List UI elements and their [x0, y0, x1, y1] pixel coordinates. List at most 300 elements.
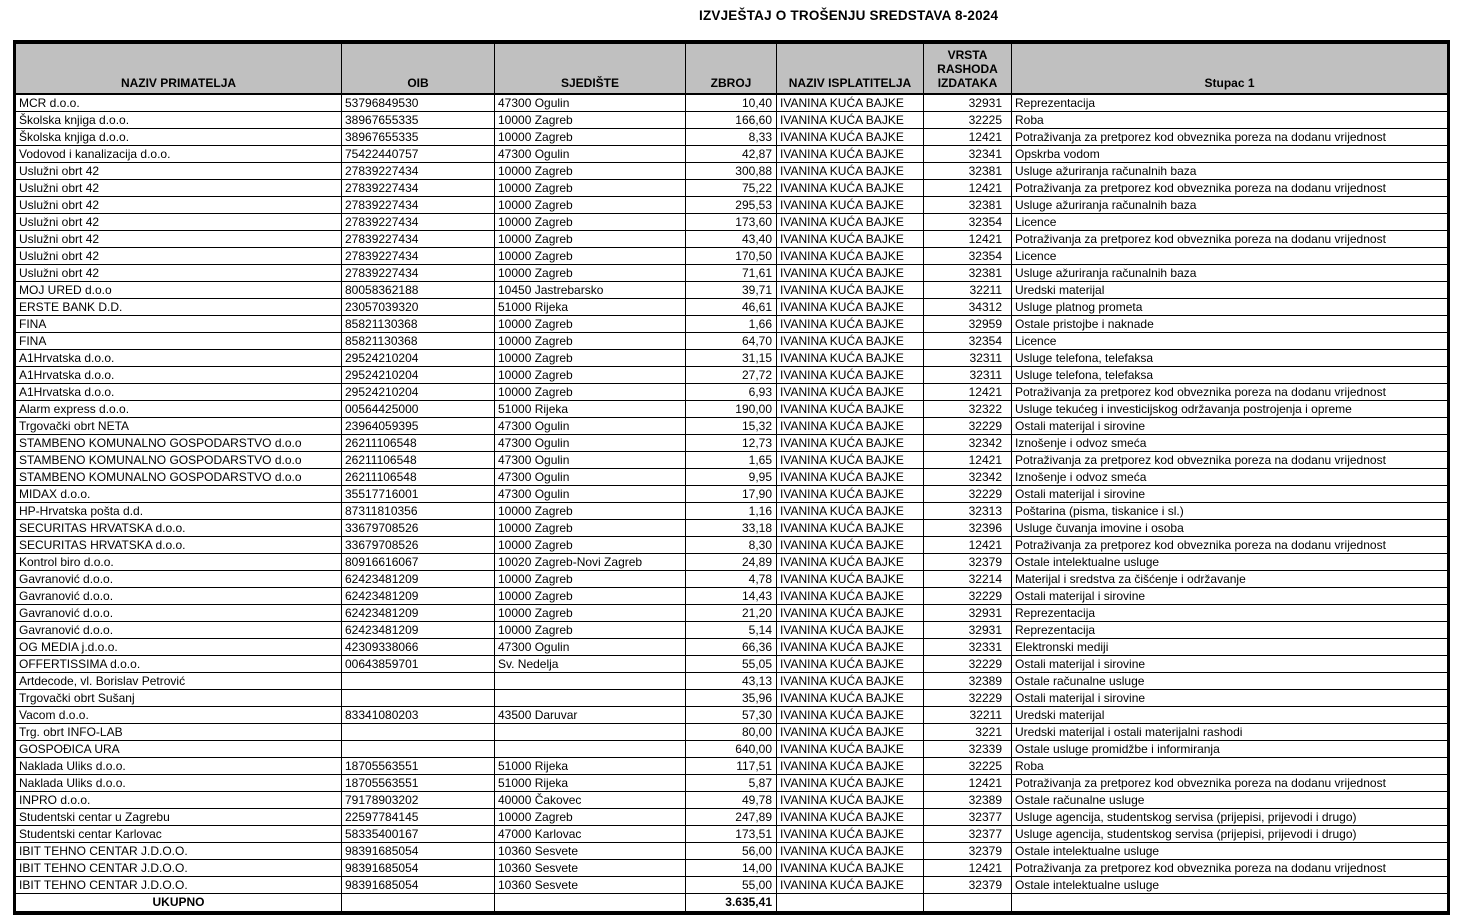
cell-oib: 29524210204	[342, 384, 495, 401]
cell-stupac-1: Usluge telefona, telefaksa	[1012, 350, 1449, 367]
cell-sjediste: 47300 Ogulin	[495, 146, 686, 163]
table-row	[15, 163, 1449, 180]
table-row	[15, 520, 1449, 537]
cell-sjediste: 10000 Zagreb	[495, 316, 686, 333]
cell-oib: 22597784145	[342, 809, 495, 826]
cell-vrsta-rashoda: 12421	[924, 775, 1012, 792]
cell-zbroj: 49,78	[686, 792, 777, 809]
cell-oib: 62423481209	[342, 622, 495, 639]
cell-naziv-primatelja: Kontrol biro d.o.o.	[15, 554, 342, 571]
cell-naziv-isplatitelja: IVANINA KUĆA BAJKE	[777, 197, 924, 214]
cell-naziv-isplatitelja: IVANINA KUĆA BAJKE	[777, 843, 924, 860]
cell-naziv-primatelja: Trgovački obrt NETA	[15, 418, 342, 435]
cell-sjediste: 47300 Ogulin	[495, 435, 686, 452]
cell-vrsta-rashoda: 32211	[924, 282, 1012, 299]
cell-zbroj: 42,87	[686, 146, 777, 163]
cell-naziv-primatelja: Naklada Uliks d.o.o.	[15, 758, 342, 775]
cell-oib: 26211106548	[342, 435, 495, 452]
cell-zbroj: 66,36	[686, 639, 777, 656]
cell-oib: 33679708526	[342, 520, 495, 537]
cell-vrsta-rashoda: 32229	[924, 486, 1012, 503]
cell-vrsta-rashoda: 32354	[924, 333, 1012, 350]
cell-stupac-1: Potraživanja za pretporez kod obveznika poreza na dodanu vrijednost	[1012, 180, 1449, 197]
cell-sjediste: 10450 Jastrebarsko	[495, 282, 686, 299]
cell-naziv-primatelja: Naklada Uliks d.o.o.	[15, 775, 342, 792]
cell-naziv-isplatitelja: IVANINA KUĆA BAJKE	[777, 486, 924, 503]
cell-vrsta-rashoda: 34312	[924, 299, 1012, 316]
cell-zbroj: 31,15	[686, 350, 777, 367]
cell-zbroj: 8,30	[686, 537, 777, 554]
cell-naziv-isplatitelja: IVANINA KUĆA BAJKE	[777, 622, 924, 639]
cell-sjediste: 51000 Rijeka	[495, 299, 686, 316]
cell-oib: 26211106548	[342, 469, 495, 486]
cell-naziv-isplatitelja: IVANINA KUĆA BAJKE	[777, 775, 924, 792]
cell-naziv-isplatitelja: IVANINA KUĆA BAJKE	[777, 639, 924, 656]
table-row	[15, 877, 1449, 894]
cell-oib: 38967655335	[342, 112, 495, 129]
cell-naziv-isplatitelja: IVANINA KUĆA BAJKE	[777, 180, 924, 197]
cell-naziv-isplatitelja: IVANINA KUĆA BAJKE	[777, 214, 924, 231]
cell-vrsta-rashoda: 32342	[924, 469, 1012, 486]
table-row	[15, 197, 1449, 214]
cell-vrsta-rashoda: 32377	[924, 809, 1012, 826]
cell-oib: 23057039320	[342, 299, 495, 316]
table-row	[15, 384, 1449, 401]
cell-naziv-isplatitelja: IVANINA KUĆA BAJKE	[777, 333, 924, 350]
cell-oib	[342, 724, 495, 741]
cell-sjediste: 10000 Zagreb	[495, 367, 686, 384]
cell-vrsta-rashoda: 32381	[924, 163, 1012, 180]
cell-naziv-primatelja: Gavranović d.o.o.	[15, 622, 342, 639]
cell-stupac-1: Ostali materijal i sirovine	[1012, 486, 1449, 503]
cell-naziv-primatelja: Uslužni obrt 42	[15, 214, 342, 231]
table-row	[15, 707, 1449, 724]
cell-oib: 27839227434	[342, 163, 495, 180]
cell-naziv-isplatitelja: IVANINA KUĆA BAJKE	[777, 112, 924, 129]
cell-oib: 27839227434	[342, 197, 495, 214]
cell-vrsta-rashoda: 32214	[924, 571, 1012, 588]
cell-naziv-isplatitelja: IVANINA KUĆA BAJKE	[777, 690, 924, 707]
cell-oib: 80916616067	[342, 554, 495, 571]
table-footer	[15, 894, 1449, 914]
cell-vrsta-rashoda: 12421	[924, 860, 1012, 877]
cell-oib: 27839227434	[342, 231, 495, 248]
cell-sjediste: 10000 Zagreb	[495, 197, 686, 214]
cell-naziv-isplatitelja: IVANINA KUĆA BAJKE	[777, 248, 924, 265]
cell-sjediste: 10000 Zagreb	[495, 537, 686, 554]
header-row	[15, 42, 1449, 94]
cell-zbroj: 14,00	[686, 860, 777, 877]
table-row	[15, 554, 1449, 571]
cell-sjediste: 43500 Daruvar	[495, 707, 686, 724]
cell-naziv-primatelja: GOSPOĐICA URA	[15, 741, 342, 758]
cell-naziv-primatelja: Uslužni obrt 42	[15, 180, 342, 197]
total-oib-empty	[342, 894, 495, 914]
cell-zbroj: 35,96	[686, 690, 777, 707]
table-body	[15, 94, 1449, 894]
table-row	[15, 418, 1449, 435]
cell-naziv-isplatitelja: IVANINA KUĆA BAJKE	[777, 520, 924, 537]
table-row	[15, 299, 1449, 316]
table-row	[15, 588, 1449, 605]
cell-sjediste	[495, 673, 686, 690]
cell-naziv-isplatitelja: IVANINA KUĆA BAJKE	[777, 350, 924, 367]
cell-oib: 00643859701	[342, 656, 495, 673]
table-row	[15, 826, 1449, 843]
cell-zbroj: 55,05	[686, 656, 777, 673]
cell-sjediste: 10000 Zagreb	[495, 588, 686, 605]
cell-oib: 80058362188	[342, 282, 495, 299]
cell-oib: 27839227434	[342, 265, 495, 282]
cell-vrsta-rashoda: 32225	[924, 758, 1012, 775]
cell-sjediste: 47300 Ogulin	[495, 469, 686, 486]
cell-oib: 33679708526	[342, 537, 495, 554]
cell-sjediste: 10000 Zagreb	[495, 248, 686, 265]
cell-sjediste: 10000 Zagreb	[495, 605, 686, 622]
cell-naziv-primatelja: Vacom d.o.o.	[15, 707, 342, 724]
cell-zbroj: 1,65	[686, 452, 777, 469]
cell-stupac-1: Ostale računalne usluge	[1012, 673, 1449, 690]
cell-sjediste: 10000 Zagreb	[495, 180, 686, 197]
cell-stupac-1: Usluge telefona, telefaksa	[1012, 367, 1449, 384]
cell-oib: 98391685054	[342, 877, 495, 894]
cell-vrsta-rashoda: 32225	[924, 112, 1012, 129]
cell-naziv-primatelja: Gavranović d.o.o.	[15, 588, 342, 605]
cell-stupac-1: Iznošenje i odvoz smeća	[1012, 469, 1449, 486]
cell-vrsta-rashoda: 32379	[924, 843, 1012, 860]
cell-sjediste: 10360 Sesvete	[495, 843, 686, 860]
cell-vrsta-rashoda: 32377	[924, 826, 1012, 843]
cell-vrsta-rashoda: 32229	[924, 588, 1012, 605]
cell-stupac-1: Reprezentacija	[1012, 605, 1449, 622]
header-naziv-primatelja: NAZIV PRIMATELJA	[15, 42, 342, 94]
cell-naziv-isplatitelja: IVANINA KUĆA BAJKE	[777, 316, 924, 333]
cell-oib: 27839227434	[342, 214, 495, 231]
cell-zbroj: 1,16	[686, 503, 777, 520]
cell-vrsta-rashoda: 32931	[924, 622, 1012, 639]
cell-sjediste: 10000 Zagreb	[495, 112, 686, 129]
cell-naziv-primatelja: Školska knjiga d.o.o.	[15, 112, 342, 129]
cell-naziv-primatelja: STAMBENO KOMUNALNO GOSPODARSTVO d.o.o	[15, 469, 342, 486]
cell-stupac-1: Ostali materijal i sirovine	[1012, 588, 1449, 605]
cell-oib: 75422440757	[342, 146, 495, 163]
cell-naziv-primatelja: FINA	[15, 333, 342, 350]
total-row	[15, 894, 1449, 914]
cell-vrsta-rashoda: 3221	[924, 724, 1012, 741]
cell-vrsta-rashoda: 32396	[924, 520, 1012, 537]
cell-vrsta-rashoda: 32229	[924, 656, 1012, 673]
cell-sjediste: 10000 Zagreb	[495, 503, 686, 520]
table-row	[15, 367, 1449, 384]
cell-zbroj: 9,95	[686, 469, 777, 486]
cell-zbroj: 27,72	[686, 367, 777, 384]
cell-naziv-primatelja: Uslužni obrt 42	[15, 163, 342, 180]
cell-sjediste: 10360 Sesvete	[495, 860, 686, 877]
cell-naziv-isplatitelja: IVANINA KUĆA BAJKE	[777, 163, 924, 180]
cell-vrsta-rashoda: 32379	[924, 877, 1012, 894]
cell-oib: 18705563551	[342, 775, 495, 792]
table-row	[15, 469, 1449, 486]
cell-stupac-1: Usluge agencija, studentskog servisa (prijepisi, prijevodi i drugo)	[1012, 809, 1449, 826]
cell-zbroj: 55,00	[686, 877, 777, 894]
cell-zbroj: 75,22	[686, 180, 777, 197]
table-row	[15, 333, 1449, 350]
cell-oib: 62423481209	[342, 588, 495, 605]
cell-stupac-1: Ostale intelektualne usluge	[1012, 877, 1449, 894]
cell-naziv-primatelja: Trgovački obrt Sušanj	[15, 690, 342, 707]
cell-oib: 29524210204	[342, 350, 495, 367]
cell-naziv-primatelja: SECURITAS HRVATSKA d.o.o.	[15, 520, 342, 537]
cell-vrsta-rashoda: 12421	[924, 452, 1012, 469]
cell-naziv-isplatitelja: IVANINA KUĆA BAJKE	[777, 503, 924, 520]
cell-vrsta-rashoda: 32331	[924, 639, 1012, 656]
cell-naziv-primatelja: Studentski centar u Zagrebu	[15, 809, 342, 826]
cell-zbroj: 14,43	[686, 588, 777, 605]
cell-zbroj: 15,32	[686, 418, 777, 435]
cell-zbroj: 71,61	[686, 265, 777, 282]
cell-sjediste: 10000 Zagreb	[495, 333, 686, 350]
cell-stupac-1: Uredski materijal	[1012, 282, 1449, 299]
cell-naziv-primatelja: Artdecode, vl. Borislav Petrović	[15, 673, 342, 690]
table-row	[15, 724, 1449, 741]
cell-stupac-1: Elektronski mediji	[1012, 639, 1449, 656]
table-row	[15, 792, 1449, 809]
cell-naziv-isplatitelja: IVANINA KUĆA BAJKE	[777, 146, 924, 163]
table-row	[15, 690, 1449, 707]
cell-sjediste	[495, 741, 686, 758]
table-row	[15, 639, 1449, 656]
cell-sjediste: 10000 Zagreb	[495, 622, 686, 639]
cell-oib: 38967655335	[342, 129, 495, 146]
cell-sjediste: 10000 Zagreb	[495, 571, 686, 588]
cell-naziv-primatelja: HP-Hrvatska pošta d.d.	[15, 503, 342, 520]
cell-naziv-primatelja: MCR d.o.o.	[15, 94, 342, 112]
cell-stupac-1: Potraživanja za pretporez kod obveznika poreza na dodanu vrijednost	[1012, 860, 1449, 877]
cell-sjediste: 10000 Zagreb	[495, 265, 686, 282]
cell-stupac-1: Licence	[1012, 248, 1449, 265]
table-row	[15, 843, 1449, 860]
cell-stupac-1: Roba	[1012, 112, 1449, 129]
cell-sjediste: 47300 Ogulin	[495, 418, 686, 435]
table-row	[15, 435, 1449, 452]
cell-sjediste: 47300 Ogulin	[495, 94, 686, 112]
cell-zbroj: 117,51	[686, 758, 777, 775]
table-row	[15, 486, 1449, 503]
cell-naziv-isplatitelja: IVANINA KUĆA BAJKE	[777, 469, 924, 486]
table-row	[15, 146, 1449, 163]
cell-oib: 62423481209	[342, 605, 495, 622]
cell-zbroj: 57,30	[686, 707, 777, 724]
cell-naziv-isplatitelja: IVANINA KUĆA BAJKE	[777, 452, 924, 469]
cell-oib: 00564425000	[342, 401, 495, 418]
header-vrsta-rashoda: VRSTA RASHODA IZDATAKA	[924, 42, 1012, 94]
cell-sjediste: 47300 Ogulin	[495, 486, 686, 503]
cell-naziv-primatelja: OG MEDIA j.d.o.o.	[15, 639, 342, 656]
cell-zbroj: 56,00	[686, 843, 777, 860]
cell-vrsta-rashoda: 12421	[924, 129, 1012, 146]
cell-naziv-isplatitelja: IVANINA KUĆA BAJKE	[777, 809, 924, 826]
cell-vrsta-rashoda: 32311	[924, 367, 1012, 384]
cell-vrsta-rashoda: 12421	[924, 384, 1012, 401]
cell-naziv-isplatitelja: IVANINA KUĆA BAJKE	[777, 860, 924, 877]
cell-stupac-1: Materijal i sredstva za čišćenje i održavanje	[1012, 571, 1449, 588]
cell-stupac-1: Ostale usluge promidžbe i informiranja	[1012, 741, 1449, 758]
cell-vrsta-rashoda: 32381	[924, 265, 1012, 282]
cell-stupac-1: Potraživanja za pretporez kod obveznika poreza na dodanu vrijednost	[1012, 129, 1449, 146]
cell-oib	[342, 741, 495, 758]
cell-naziv-primatelja: Studentski centar Karlovac	[15, 826, 342, 843]
cell-stupac-1: Ostali materijal i sirovine	[1012, 656, 1449, 673]
cell-oib: 62423481209	[342, 571, 495, 588]
cell-zbroj: 21,20	[686, 605, 777, 622]
table-row	[15, 180, 1449, 197]
cell-zbroj: 1,66	[686, 316, 777, 333]
cell-vrsta-rashoda: 32339	[924, 741, 1012, 758]
cell-stupac-1: Reprezentacija	[1012, 622, 1449, 639]
cell-zbroj: 39,71	[686, 282, 777, 299]
cell-zbroj: 64,70	[686, 333, 777, 350]
table-row	[15, 775, 1449, 792]
cell-zbroj: 43,13	[686, 673, 777, 690]
total-value: 3.635,41	[686, 894, 777, 914]
cell-oib: 42309338066	[342, 639, 495, 656]
cell-zbroj: 46,61	[686, 299, 777, 316]
cell-naziv-primatelja: STAMBENO KOMUNALNO GOSPODARSTVO d.o.o	[15, 452, 342, 469]
expense-report-table	[13, 40, 1450, 915]
cell-zbroj: 10,40	[686, 94, 777, 112]
cell-oib: 23964059395	[342, 418, 495, 435]
cell-stupac-1: Ostale računalne usluge	[1012, 792, 1449, 809]
cell-zbroj: 8,33	[686, 129, 777, 146]
cell-vrsta-rashoda: 32342	[924, 435, 1012, 452]
cell-naziv-isplatitelja: IVANINA KUĆA BAJKE	[777, 656, 924, 673]
cell-sjediste: 47000 Karlovac	[495, 826, 686, 843]
cell-zbroj: 170,50	[686, 248, 777, 265]
table-row	[15, 673, 1449, 690]
cell-sjediste: 10000 Zagreb	[495, 231, 686, 248]
cell-stupac-1: Iznošenje i odvoz smeća	[1012, 435, 1449, 452]
cell-naziv-isplatitelja: IVANINA KUĆA BAJKE	[777, 724, 924, 741]
cell-vrsta-rashoda: 32229	[924, 690, 1012, 707]
cell-naziv-isplatitelja: IVANINA KUĆA BAJKE	[777, 299, 924, 316]
cell-naziv-isplatitelja: IVANINA KUĆA BAJKE	[777, 401, 924, 418]
table-row	[15, 741, 1449, 758]
cell-sjediste: 51000 Rijeka	[495, 775, 686, 792]
cell-oib: 79178903202	[342, 792, 495, 809]
cell-vrsta-rashoda: 32313	[924, 503, 1012, 520]
cell-sjediste: 47300 Ogulin	[495, 452, 686, 469]
cell-naziv-primatelja: Uslužni obrt 42	[15, 197, 342, 214]
cell-stupac-1: Usluge tekućeg i investicijskog održavanja postrojenja i opreme	[1012, 401, 1449, 418]
page-title: IZVJEŠTAJ O TROŠENJU SREDSTAVA 8-2024	[699, 8, 999, 23]
cell-naziv-primatelja: Alarm express d.o.o.	[15, 401, 342, 418]
cell-oib: 53796849530	[342, 94, 495, 112]
cell-sjediste: 51000 Rijeka	[495, 401, 686, 418]
cell-sjediste: Sv. Nedelja	[495, 656, 686, 673]
cell-stupac-1: Usluge ažuriranja računalnih baza	[1012, 163, 1449, 180]
cell-naziv-isplatitelja: IVANINA KUĆA BAJKE	[777, 384, 924, 401]
cell-oib	[342, 673, 495, 690]
cell-vrsta-rashoda: 32229	[924, 418, 1012, 435]
cell-stupac-1: Potraživanja za pretporez kod obveznika poreza na dodanu vrijednost	[1012, 537, 1449, 554]
header-zbroj: ZBROJ	[686, 42, 777, 94]
table-row	[15, 214, 1449, 231]
cell-stupac-1: Potraživanja za pretporez kod obveznika poreza na dodanu vrijednost	[1012, 231, 1449, 248]
cell-naziv-primatelja: Vodovod i kanalizacija d.o.o.	[15, 146, 342, 163]
cell-naziv-primatelja: SECURITAS HRVATSKA d.o.o.	[15, 537, 342, 554]
cell-stupac-1: Usluge ažuriranja računalnih baza	[1012, 197, 1449, 214]
cell-sjediste: 10360 Sesvete	[495, 877, 686, 894]
cell-naziv-primatelja: A1Hrvatska d.o.o.	[15, 384, 342, 401]
cell-vrsta-rashoda: 32931	[924, 605, 1012, 622]
cell-oib: 29524210204	[342, 367, 495, 384]
cell-naziv-isplatitelja: IVANINA KUĆA BAJKE	[777, 707, 924, 724]
cell-stupac-1: Potraživanja za pretporez kod obveznika poreza na dodanu vrijednost	[1012, 452, 1449, 469]
cell-zbroj: 4,78	[686, 571, 777, 588]
cell-naziv-isplatitelja: IVANINA KUĆA BAJKE	[777, 605, 924, 622]
total-label: UKUPNO	[15, 894, 342, 914]
cell-sjediste: 10000 Zagreb	[495, 520, 686, 537]
table-row	[15, 452, 1449, 469]
cell-stupac-1: Ostale pristojbe i naknade	[1012, 316, 1449, 333]
cell-sjediste: 10020 Zagreb-Novi Zagreb	[495, 554, 686, 571]
cell-stupac-1: Roba	[1012, 758, 1449, 775]
table-row	[15, 605, 1449, 622]
cell-naziv-primatelja: IBIT TEHNO CENTAR J.D.O.O.	[15, 843, 342, 860]
cell-naziv-primatelja: INPRO d.o.o.	[15, 792, 342, 809]
cell-vrsta-rashoda: 32389	[924, 792, 1012, 809]
cell-sjediste: 47300 Ogulin	[495, 639, 686, 656]
cell-vrsta-rashoda: 32354	[924, 248, 1012, 265]
total-isplatitelj-empty	[777, 894, 924, 914]
cell-stupac-1: Reprezentacija	[1012, 94, 1449, 112]
cell-vrsta-rashoda: 12421	[924, 231, 1012, 248]
cell-naziv-isplatitelja: IVANINA KUĆA BAJKE	[777, 758, 924, 775]
cell-naziv-isplatitelja: IVANINA KUĆA BAJKE	[777, 826, 924, 843]
cell-zbroj: 5,87	[686, 775, 777, 792]
cell-stupac-1: Licence	[1012, 333, 1449, 350]
cell-naziv-primatelja: A1Hrvatska d.o.o.	[15, 367, 342, 384]
cell-naziv-primatelja: Trg. obrt INFO-LAB	[15, 724, 342, 741]
total-sjediste-empty	[495, 894, 686, 914]
cell-naziv-primatelja: Uslužni obrt 42	[15, 265, 342, 282]
cell-zbroj: 17,90	[686, 486, 777, 503]
table-row	[15, 656, 1449, 673]
cell-stupac-1: Uredski materijal	[1012, 707, 1449, 724]
table-row	[15, 282, 1449, 299]
table-row	[15, 112, 1449, 129]
cell-zbroj: 43,40	[686, 231, 777, 248]
cell-naziv-primatelja: OFFERTISSIMA d.o.o.	[15, 656, 342, 673]
cell-oib: 85821130368	[342, 316, 495, 333]
cell-zbroj: 295,53	[686, 197, 777, 214]
cell-stupac-1: Usluge agencija, studentskog servisa (prijepisi, prijevodi i drugo)	[1012, 826, 1449, 843]
cell-stupac-1: Ostale intelektualne usluge	[1012, 554, 1449, 571]
cell-sjediste: 51000 Rijeka	[495, 758, 686, 775]
cell-vrsta-rashoda: 32389	[924, 673, 1012, 690]
cell-oib: 83341080203	[342, 707, 495, 724]
cell-stupac-1: Usluge platnog prometa	[1012, 299, 1449, 316]
cell-oib: 85821130368	[342, 333, 495, 350]
cell-naziv-primatelja: Gavranović d.o.o.	[15, 605, 342, 622]
header-stupac-1: Stupac 1	[1012, 42, 1449, 94]
cell-oib: 26211106548	[342, 452, 495, 469]
cell-naziv-isplatitelja: IVANINA KUĆA BAJKE	[777, 877, 924, 894]
cell-stupac-1: Uredski materijal i ostali materijalni rashodi	[1012, 724, 1449, 741]
cell-vrsta-rashoda: 32211	[924, 707, 1012, 724]
cell-naziv-primatelja: Gavranović d.o.o.	[15, 571, 342, 588]
header-oib: OIB	[342, 42, 495, 94]
